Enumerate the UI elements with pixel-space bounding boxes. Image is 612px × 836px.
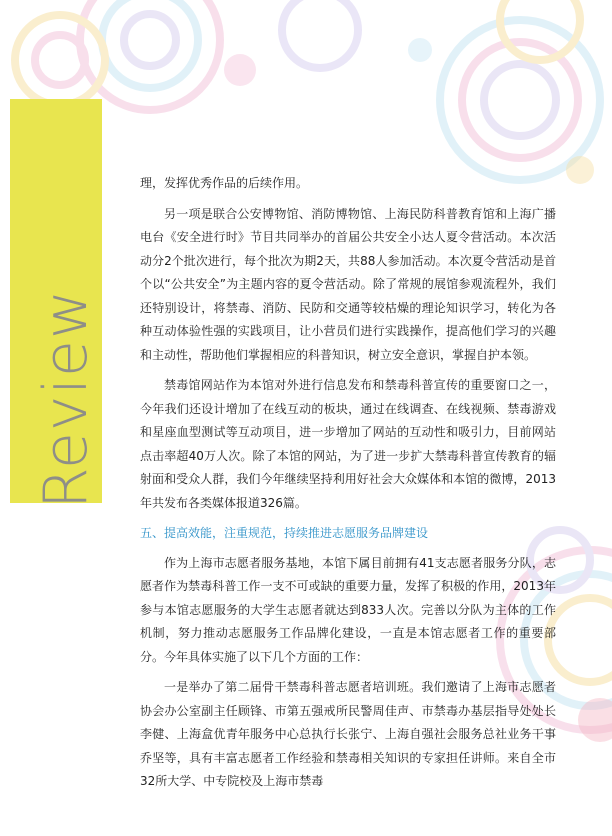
sidebar-band (10, 99, 102, 510)
paragraph-continuation: 理，发挥优秀作品的后续作用。 (140, 176, 309, 190)
paragraph-summer-camp: 另一项是联合公安博物馆、消防博物馆、上海民防科普教育馆和上海广播电台《安全进行时》节目共同举办的首届公共安全小达人夏令营活动。本次活动分2个批次进行，每个批次为期2天，共88人参加活动。本次夏令营活动是首个以“公共安全”为主题内容的夏令营活动。除了常规的展馆参观流程外，我们还特别设计，将禁毒、消防、民防和交通等较枯燥的理论知识学习，转化为各种互动体验性强的实践项目，让小营员们进行实践操作，提高他们学习的兴趣和主动性，帮助他们掌握相应的科普知识，树立安全意识，掌握自护本领。 (140, 206, 556, 362)
paragraph-website: 禁毒馆网站作为本馆对外进行信息发布和禁毒科普宣传的重要窗口之一，今年我们还设计增加了在线互动的板块，通过在线调查、在线视频、禁毒游戏和星座血型测试等互动项目，进一步增加了网站的互动性和吸引力，目前网站点击率超40万人次。除了本馆的网站，为了进一步扩大禁毒科普宣传教育的辐射面和受众人群，我们今年继续坚持利用好社会大众媒体和本馆的微博，2013年共发布各类媒体报道326篇。 (140, 378, 556, 510)
paragraph-volunteer-base: 作为上海市志愿者服务基地，本馆下属目前拥有41支志愿者服务分队，志愿者作为禁毒科普工作一支不可或缺的重要力量，发挥了积极的作用，2013年参与本馆志愿服务的大学生志愿者就达到833人次。完善以分队为主体的工作机制，努力推动志愿服务工作品牌化建设，一直是本馆志愿者工作的重要部分。今年具体实施了以下几个方面的工作： (140, 555, 556, 664)
sidebar-review-label: Review (31, 288, 101, 510)
paragraph-training: 一是举办了第二届骨干禁毒科普志愿者培训班。我们邀请了上海市志愿者协会办公室副主任顾锋、市第五强戒所民警周佳声、市禁毒办基层指导处处长李健、上海盒优青年服务中心总执行长张宁、上海自强社会服务总社业务干事乔坚等，具有丰富志愿者工作经验和禁毒相关知识的专家担任讲师。来自全市32所大学、中专院校及上海市禁毒 (140, 680, 556, 788)
section-heading: 五、提高效能，注重规范，持续推进志愿服务品牌建设 (140, 526, 429, 540)
article-body (140, 172, 556, 801)
